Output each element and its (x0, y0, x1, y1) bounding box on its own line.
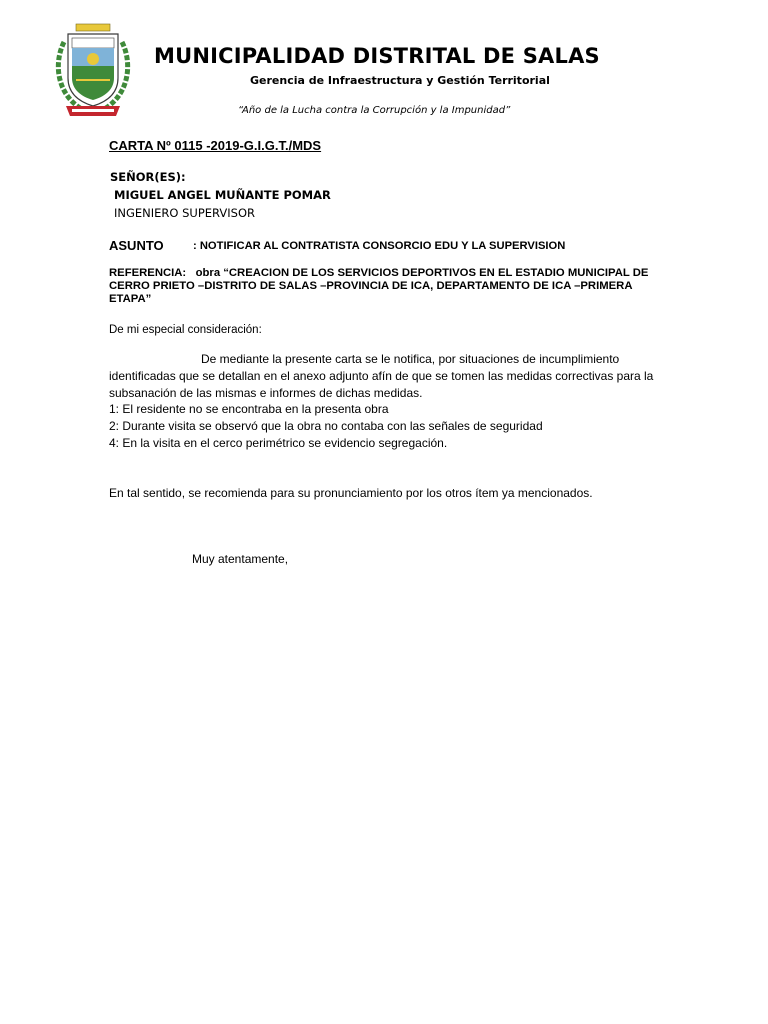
closing-paragraph: En tal sentido, se recomienda para su pronunciamiento por los otros ítem ya mencionados. (109, 486, 593, 500)
letter-body (109, 351, 661, 452)
year-motto: “Año de la Lucha contra la Corrupción y la Impunidad” (238, 105, 511, 116)
list-item: 2: Durante visita se observó que la obra no contaba con las señales de seguridad (109, 419, 543, 434)
department-subtitle: Gerencia de Infraestructura y Gestión Territorial (250, 74, 550, 87)
municipality-title: MUNICIPALIDAD DISTRITAL DE SALAS (154, 44, 600, 68)
municipal-coat-of-arms-logo (50, 22, 136, 122)
greeting: De mi especial consideración: (109, 324, 262, 336)
reference-label: REFERENCIA: (109, 267, 187, 279)
signoff: Muy atentamente, (192, 552, 289, 566)
subject-value: : NOTIFICAR AL CONTRATISTA CONSORCIO EDU Y LA SUPERVISION (193, 240, 566, 252)
recipient-role: INGENIERO SUPERVISOR (114, 206, 256, 220)
recipient-label: SEÑOR(ES): (110, 170, 186, 184)
reference-block (109, 267, 669, 306)
body-paragraph: De mediante la presente carta se le notifica, por situaciones de incumplimiento identificadas que se detallan en el anexo adjunto afín de que se tomen las medidas correctivas para la subsanación de las mismas e informes de dichas medidas. (109, 352, 654, 400)
letter-number: CARTA Nº 0115 -2019-G.I.G.T./MDS (109, 138, 322, 153)
list-item: 4: En la visita en el cerco perimétrico se evidencio segregación. (109, 435, 448, 450)
recipient-name: MIGUEL ANGEL MUÑANTE POMAR (114, 188, 331, 202)
list-item: 1: El residente no se encontraba en la presenta obra (109, 402, 389, 417)
subject-label: ASUNTO (109, 238, 164, 253)
reference-value: obra “CREACION DE LOS SERVICIOS DEPORTIVOS EN EL ESTADIO MUNICIPAL DE CERRO PRIETO –DISTRITO DE SALAS –PROVINCIA DE ICA, DEPARTAMENTO DE ICA –PRIMERA ETAPA” (109, 267, 649, 305)
